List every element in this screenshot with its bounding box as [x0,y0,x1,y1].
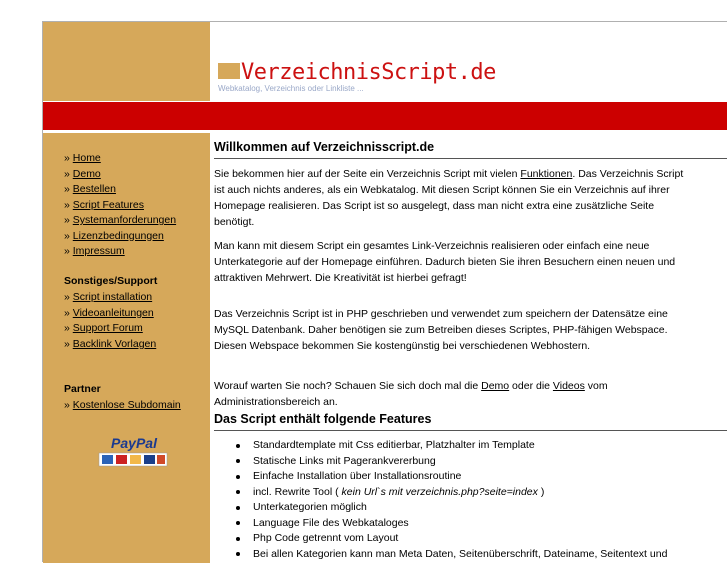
link-videos[interactable]: Videos [552,380,585,392]
nav-prefix: » [64,167,73,180]
feature-item: Statische Links mit Pagerankvererbung [236,454,727,470]
nav-link-videoanleitungen[interactable]: Videoanleitungen [72,306,154,319]
nav-link-script-installation[interactable]: Script installation [72,291,153,303]
text-run-italic: kein Url`s mit verzeichnis.php?seite=index [341,485,538,498]
features-heading: Das Script enthält folgende Features [214,412,432,426]
support-item [64,306,156,322]
paypal-logo-icon[interactable] [98,433,170,469]
site-logo[interactable] [218,60,496,85]
sidebar-item-demo [64,167,176,183]
feature-item: Language File des Webkataloges [236,516,727,532]
nav-link-systemanforderungen[interactable]: Systemanforderungen [72,214,177,226]
features-rule [214,430,727,431]
nav-prefix: » [64,245,73,257]
support-item [64,337,156,353]
welcome-heading: Willkommen auf Verzeichnisscript.de [214,140,435,154]
feature-item: Standardtemplate mit Css editierbar, Platzhalter im Template [236,438,727,454]
text-run: Sie bekommen hier auf der Seite ein Verzeichnis Script mit vielen [214,168,521,180]
text-run: oder die [509,380,553,392]
support-item [64,290,156,306]
intro-paragraph-3: Das Verzeichnis Script ist in PHP geschrieben und verwendet zum speichern der Datensätze eine MySQL Datenbank. Daher benötigen sie zum Betreiben dieses Scriptes, PHP-fähigen Webspace. Diesen Webspace bekommen Sie kostengünstig bei verschiedenen Webhostern. [214,308,668,352]
text-run: vom Administrationsbereich an. [214,380,608,408]
nav-prefix: » [64,291,73,303]
card-mark-5 [157,455,165,464]
nav-link-kostenlose-subdomain[interactable]: Kostenlose Subdomain [72,399,181,411]
support-item [64,321,156,337]
intro-paragraph-4 [214,378,692,410]
nav-link-backlink-vorlagen[interactable]: Backlink Vorlagen [72,337,157,350]
nav-link-bestellen[interactable]: Bestellen [72,183,116,195]
support-title: Sonstiges/Support [64,275,158,287]
nav-link-demo[interactable]: Demo [72,167,101,180]
text-run: ) [537,485,545,498]
nav-prefix: » [64,229,73,242]
intro-paragraph-2: Man kann mit diesem Script ein gesamtes Link-Verzeichnis realisieren oder einfach eine neue Unterkategorie auf der Homepage einführen. Dadurch bieten Sie ihren Besuchern einen neuen und attraktiven Mehrwert. Die Kreativität ist hierbei gefragt! [214,240,676,284]
sidebar-item-impressum [64,244,176,260]
nav-prefix: » [64,183,73,195]
nav-prefix: » [64,198,73,211]
nav-link-home[interactable]: Home [72,152,101,164]
partner-nav [64,398,181,414]
sidebar-item-home [64,151,176,167]
nav-prefix: » [64,306,73,319]
link-funktionen[interactable]: Funktionen [520,168,573,180]
features-list [236,438,727,562]
sidebar-item-lizenzbedingungen [64,229,176,245]
feature-item: Unterkategorien möglich [236,500,727,516]
nav-prefix: » [64,214,73,226]
header-red-bar [43,102,727,130]
nav-link-script-features[interactable]: Script Features [72,198,144,211]
paypal-label: PayPal [111,435,157,451]
nav-prefix: » [64,337,73,350]
feature-item-rewrite [236,485,727,501]
card-mark-4 [144,455,155,464]
sidebar-item-systemanforderungen [64,213,176,229]
partner-item [64,398,181,414]
nav-link-lizenzbedingungen[interactable]: Lizenzbedingungen [72,229,164,242]
logo-square-icon [218,63,240,79]
sidebar-nav [64,151,176,260]
page-frame [42,21,727,562]
text-run: incl. Rewrite Tool ( [253,485,342,498]
sidebar-item-bestellen [64,182,176,198]
site-tagline: Webkatalog, Verzeichnis oder Linkliste ... [218,84,364,93]
nav-prefix: » [64,399,73,411]
sidebar-item-script-features [64,198,176,214]
card-mark-3 [130,455,141,464]
feature-item: Bei allen Kategorien kann man Meta Daten, Seitenüberschrift, Dateiname, Seitentext und [236,547,727,563]
nav-link-impressum[interactable]: Impressum [72,245,125,257]
intro-paragraph-1 [214,166,692,230]
text-run: Worauf warten Sie noch? Schauen Sie sich doch mal die [214,380,482,392]
header-side-block [43,22,210,101]
nav-prefix: » [64,152,73,164]
link-demo[interactable]: Demo [481,380,510,392]
card-mark-2 [116,455,127,464]
nav-prefix: » [64,322,73,334]
feature-item: Einfache Installation über Installationsroutine [236,469,727,485]
text-run: . Das Verzeichnis Script ist auch nichts anderes, als ein Webkatalog. Mit diesen Script können Sie ein Verzeichnis auf ihrer Homepage realisieren. Das Script ist so ausgelegt, dass man nicht extra eine zusätzliche Seite benötigt. [214,168,684,228]
partner-title: Partner [64,383,101,395]
feature-item: Php Code getrennt vom Layout [236,531,727,547]
nav-link-support-forum[interactable]: Support Forum [72,322,143,334]
sidebar [43,133,210,563]
card-mark-1 [102,455,113,464]
support-nav [64,290,156,352]
heading-rule [214,158,727,159]
logo-text: VerzeichnisScript.de [241,60,496,85]
